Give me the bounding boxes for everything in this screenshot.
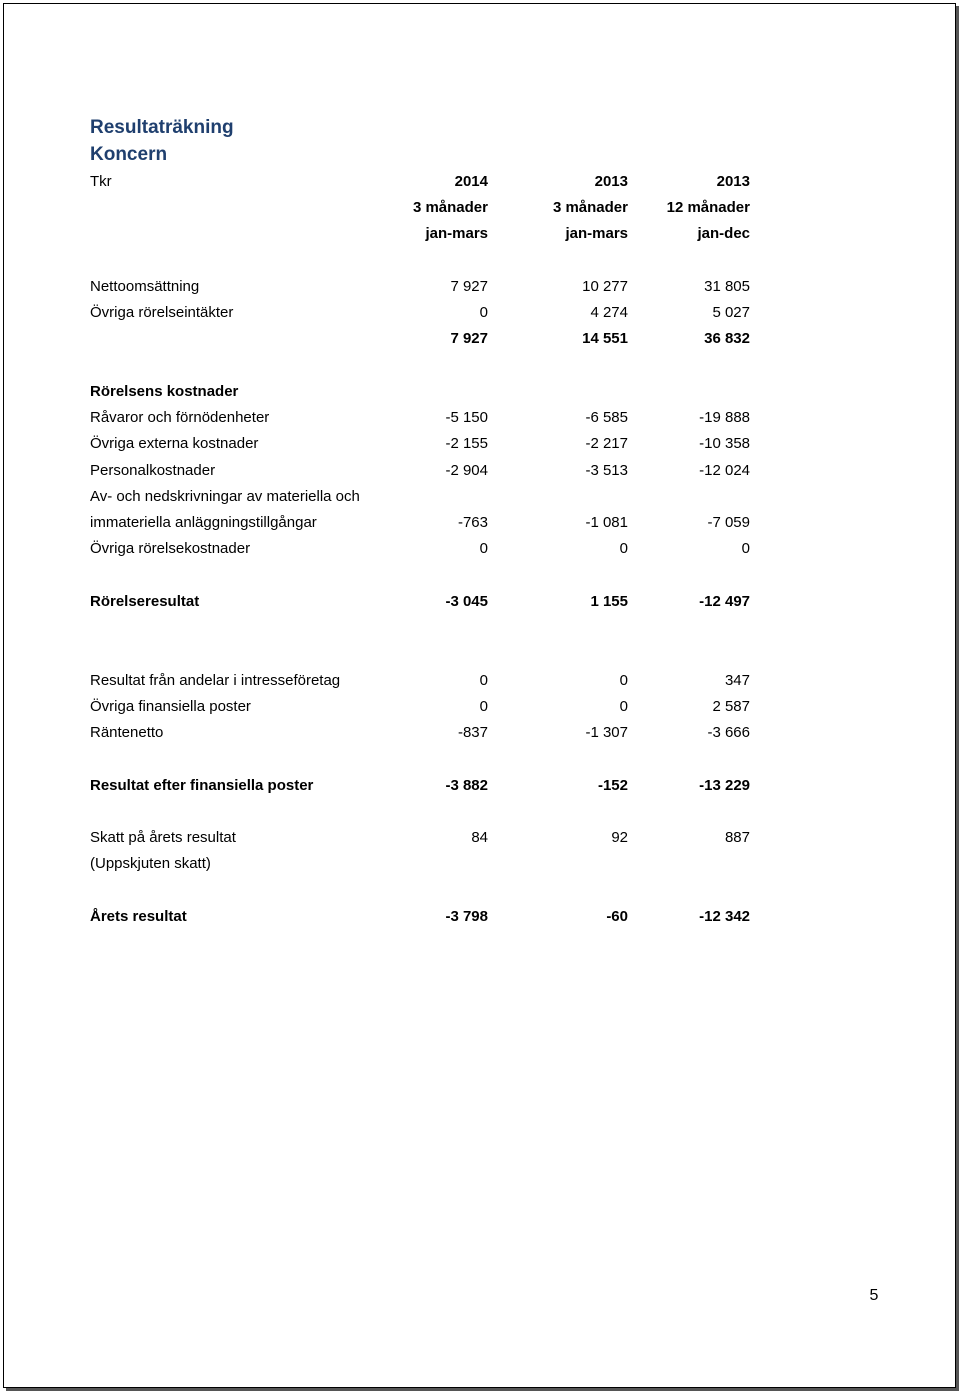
cell-value: -13 229 bbox=[699, 777, 750, 794]
cell-value: -12 497 bbox=[699, 593, 750, 610]
cell-value: -3 666 bbox=[707, 724, 750, 741]
row-label: immateriella anläggningstillgångar bbox=[90, 514, 317, 531]
table-row bbox=[90, 405, 750, 431]
cell-value: 14 551 bbox=[582, 330, 628, 347]
row-label: Årets resultat bbox=[90, 908, 187, 925]
cell-value: 0 bbox=[479, 672, 488, 689]
cell-value: 7 927 bbox=[450, 278, 488, 295]
cell-value: 0 bbox=[479, 304, 488, 321]
row-label: Rörelseresultat bbox=[90, 593, 200, 610]
col-year-1: 2014 bbox=[454, 173, 488, 190]
unit-label: Tkr bbox=[90, 173, 112, 190]
row-label: Övriga externa kostnader bbox=[90, 435, 259, 452]
col-year-2: 2013 bbox=[594, 173, 628, 190]
cell-value: 92 bbox=[611, 829, 628, 846]
cell-value: 5 027 bbox=[712, 304, 750, 321]
cell-value: -12 024 bbox=[699, 462, 750, 479]
row-label: Resultat efter finansiella poster bbox=[90, 777, 314, 794]
cell-value: -5 150 bbox=[445, 409, 488, 426]
col-range-3: jan-dec bbox=[697, 225, 750, 242]
cell-value: 0 bbox=[479, 540, 488, 557]
cell-value: -837 bbox=[457, 724, 488, 741]
col-period-2: 3 månader bbox=[552, 199, 628, 216]
cell-value: -3 882 bbox=[445, 777, 488, 794]
cell-value: 7 927 bbox=[450, 330, 488, 347]
page-subtitle: Koncern bbox=[90, 144, 168, 165]
col-range-1: jan-mars bbox=[425, 225, 488, 242]
col-period-1: 3 månader bbox=[412, 199, 488, 216]
cell-value: 0 bbox=[619, 698, 628, 715]
cell-value: -7 059 bbox=[707, 514, 750, 531]
table-row bbox=[90, 668, 750, 694]
cell-value: 31 805 bbox=[704, 278, 750, 295]
cell-value: 1 155 bbox=[590, 593, 628, 610]
row-label: Råvaror och förnödenheter bbox=[90, 409, 270, 426]
cell-value: -152 bbox=[597, 777, 628, 794]
col-year-3: 2013 bbox=[716, 173, 750, 190]
row-label: (Uppskjuten skatt) bbox=[90, 855, 211, 872]
cell-value: -10 358 bbox=[699, 435, 750, 452]
row-label: Resultat från andelar i intresseföretag bbox=[90, 672, 341, 689]
table-row bbox=[90, 431, 750, 457]
page-number: 5 bbox=[869, 1287, 879, 1304]
table-row bbox=[90, 510, 750, 536]
cell-value: -1 081 bbox=[585, 514, 628, 531]
total-row bbox=[90, 904, 750, 930]
cell-value: -60 bbox=[606, 908, 628, 925]
table-row bbox=[90, 274, 750, 300]
row-label: Av- och nedskrivningar av materiella och bbox=[90, 488, 360, 505]
row-label: Nettoomsättning bbox=[90, 278, 200, 295]
table-row bbox=[90, 300, 750, 326]
cell-value: -2 155 bbox=[445, 435, 488, 452]
cell-value: -763 bbox=[457, 514, 488, 531]
cell-value: 4 274 bbox=[590, 304, 628, 321]
cell-value: 0 bbox=[619, 540, 628, 557]
cell-value: 10 277 bbox=[582, 278, 628, 295]
cell-value: -12 342 bbox=[699, 908, 750, 925]
cell-value: -3 513 bbox=[585, 462, 628, 479]
table-row bbox=[90, 458, 750, 484]
cell-value: -1 307 bbox=[585, 724, 628, 741]
cell-value: 347 bbox=[724, 672, 750, 689]
row-label: Räntenetto bbox=[90, 724, 164, 741]
cell-value: 2 587 bbox=[712, 698, 750, 715]
col-period-3: 12 månader bbox=[666, 199, 750, 216]
cell-value: 0 bbox=[479, 698, 488, 715]
header-row-years bbox=[90, 169, 750, 195]
row-label: Skatt på årets resultat bbox=[90, 829, 236, 846]
cell-value: -2 904 bbox=[445, 462, 488, 479]
table-row bbox=[90, 851, 750, 877]
cell-value: 36 832 bbox=[704, 330, 750, 347]
table-row bbox=[90, 536, 750, 562]
row-label: Övriga rörelseintäkter bbox=[90, 304, 234, 321]
subtotal-row bbox=[90, 326, 750, 352]
cell-value: 887 bbox=[724, 829, 750, 846]
row-label: Övriga rörelsekostnader bbox=[90, 540, 251, 557]
cell-value: -19 888 bbox=[699, 409, 750, 426]
cell-value: -2 217 bbox=[585, 435, 628, 452]
cell-value: -3 045 bbox=[445, 593, 488, 610]
cell-value: 0 bbox=[741, 540, 750, 557]
section-heading bbox=[90, 379, 750, 405]
document-page bbox=[3, 3, 956, 1388]
cell-value: 84 bbox=[471, 829, 488, 846]
table-row bbox=[90, 484, 750, 510]
total-row bbox=[90, 589, 750, 615]
page-title: Resultaträkning bbox=[90, 117, 234, 138]
col-range-2: jan-mars bbox=[565, 225, 628, 242]
table-row bbox=[90, 694, 750, 720]
table-row bbox=[90, 825, 750, 851]
cell-value: -6 585 bbox=[585, 409, 628, 426]
row-label: Rörelsens kostnader bbox=[90, 383, 239, 400]
row-label: Övriga finansiella poster bbox=[90, 698, 251, 715]
row-label: Personalkostnader bbox=[90, 462, 216, 479]
cell-value: -3 798 bbox=[445, 908, 488, 925]
header-row-ranges bbox=[90, 221, 750, 247]
table-row bbox=[90, 720, 750, 746]
header-row-periods bbox=[90, 195, 750, 221]
total-row bbox=[90, 773, 750, 799]
cell-value: 0 bbox=[619, 672, 628, 689]
